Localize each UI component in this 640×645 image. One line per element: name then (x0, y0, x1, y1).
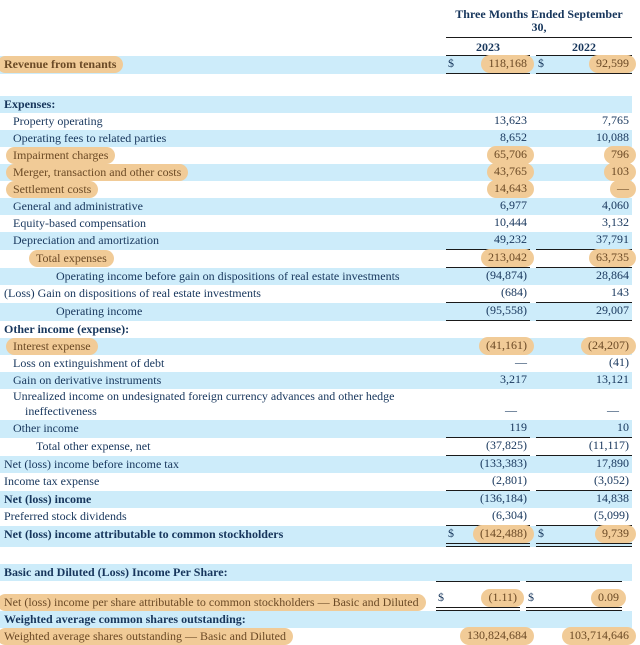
value-2023 (446, 56, 530, 74)
amount-2022: (5,099) (594, 508, 629, 522)
amount-2023: 13,623 (494, 113, 527, 127)
row-label: Operating income (56, 304, 143, 318)
value-2023 (446, 473, 530, 491)
table-row (0, 147, 632, 164)
row-label: Net (loss) income (4, 492, 92, 506)
value-2023 (446, 508, 530, 526)
table-row (0, 628, 632, 645)
table-row (0, 181, 632, 198)
value-2023 (446, 456, 530, 473)
amount-highlight-2023: 65,706 (487, 146, 534, 164)
amount-2023: 49,232 (494, 232, 527, 246)
value-2023 (446, 147, 530, 164)
dollar-sign: $ (438, 590, 444, 604)
amount-2022: — (607, 403, 619, 417)
value-2023 (446, 130, 530, 147)
value-2023 (446, 611, 530, 628)
amount-highlight-2023: 213,042 (481, 249, 534, 267)
dollar-sign: $ (448, 526, 454, 540)
amount-2022: 7,765 (602, 113, 629, 127)
row-label: Property operating (13, 114, 103, 128)
value-2023 (446, 491, 530, 508)
value-2023 (436, 389, 520, 420)
table-row (0, 96, 632, 113)
row-label: (Loss) Gain on dispositions of real estate investments (4, 286, 261, 300)
value-2022 (536, 372, 632, 389)
amount-2022: (41) (609, 355, 629, 369)
amount-highlight-2023: (41,161) (479, 337, 534, 355)
value-2022 (526, 389, 622, 420)
table-row (0, 491, 632, 508)
table-row (0, 164, 632, 181)
table-row (0, 581, 632, 611)
value-2023 (446, 564, 530, 581)
amount-2023: (2,801) (492, 473, 527, 487)
value-2022 (536, 564, 632, 581)
row-label (0, 338, 446, 355)
value-2023 (436, 581, 520, 611)
value-2023 (446, 285, 530, 303)
amount-2022: 3,132 (602, 215, 629, 229)
row-label: Expenses: (4, 97, 56, 111)
table-row (0, 611, 632, 628)
value-2022 (536, 56, 632, 74)
row-label: Unrealized income on undesignated foreign currency advances and other hedge ineffectiveness (13, 389, 395, 418)
value-2023 (446, 303, 530, 321)
table-row (0, 526, 632, 547)
value-2022 (536, 321, 632, 338)
value-2023 (446, 215, 530, 232)
amount-highlight-2022: 92,599 (589, 55, 636, 73)
value-2022 (536, 508, 632, 526)
value-2022 (536, 285, 632, 303)
row-label: Basic and Diluted (Loss) Income Per Share: (4, 565, 228, 579)
amount-highlight-2022: (24,207) (581, 337, 636, 355)
table-body (0, 56, 632, 645)
value-2022 (536, 355, 632, 372)
table-row (0, 508, 632, 526)
row-label (0, 628, 446, 645)
row-label: Loss on extinguishment of debt (13, 356, 165, 370)
table-row (0, 232, 632, 250)
label-highlight: Weighted average shares outstanding — Basic and Diluted (0, 628, 293, 645)
value-2023 (446, 628, 530, 645)
amount-2023: 10,444 (494, 215, 527, 229)
amount-highlight-2023: 118,168 (481, 55, 534, 73)
period-line2: 30, (531, 20, 547, 34)
table-row (0, 130, 632, 147)
value-2023 (446, 420, 530, 438)
row-label: Operating fees to related parties (13, 131, 167, 145)
value-2022 (536, 130, 632, 147)
value-2022 (536, 420, 632, 438)
row-label: Equity-based compensation (13, 216, 146, 230)
amount-2022: 28,864 (596, 268, 629, 282)
value-2022 (536, 96, 632, 113)
value-2023 (446, 96, 530, 113)
amount-highlight-2023: (1.11) (481, 589, 524, 607)
row-spacer (0, 547, 632, 564)
amount-2022: 29,007 (596, 303, 629, 317)
value-2023 (446, 198, 530, 215)
table-row (0, 113, 632, 130)
amount-2023: (6,304) (492, 508, 527, 522)
row-label: Net (loss) income attributable to common stockholders (4, 527, 284, 541)
amount-2023: (95,558) (486, 303, 527, 317)
value-2023 (446, 438, 530, 456)
value-2022 (536, 303, 632, 321)
amount-highlight-2023: 14,643 (487, 180, 534, 198)
value-2023 (446, 338, 530, 355)
amount-2023: (684) (501, 285, 527, 299)
row-label (0, 250, 446, 268)
amount-2023: 3,217 (500, 372, 527, 386)
amount-highlight-2022: 0.09 (591, 589, 626, 607)
row-label: Weighted average common shares outstanding: (4, 612, 246, 626)
row-label: Income tax expense (4, 474, 100, 488)
amount-2023: (94,874) (486, 268, 527, 282)
table-row (0, 420, 632, 438)
table-row (0, 321, 632, 338)
amount-2022: (11,117) (588, 438, 629, 452)
label-highlight: Interest expense (6, 338, 98, 355)
value-2023 (446, 181, 530, 198)
row-label: Net (loss) income before income tax (4, 457, 179, 471)
row-label: Preferred stock dividends (4, 509, 127, 523)
table-row (0, 473, 632, 491)
value-2022 (536, 268, 632, 285)
label-highlight: Impairment charges (6, 147, 115, 164)
amount-2022: 10,088 (596, 130, 629, 144)
table-row (0, 456, 632, 473)
row-label: Operating income before gain on dispositions of real estate investments (56, 269, 400, 283)
header-spacer (0, 6, 446, 56)
row-label (0, 56, 446, 74)
table-row (0, 372, 632, 389)
amount-highlight-2022: 796 (604, 146, 636, 164)
amount-2022: 143 (611, 285, 629, 299)
amount-2022: 13,121 (596, 372, 629, 386)
period-header (446, 6, 632, 38)
dollar-sign: $ (528, 590, 534, 604)
table-row (0, 215, 632, 232)
value-2023 (446, 526, 530, 547)
period-line1: Three Months Ended September (455, 7, 623, 21)
table-row (0, 303, 632, 321)
value-2022 (536, 181, 632, 198)
amount-2023: 119 (509, 420, 527, 434)
label-highlight: Revenue from tenants (0, 56, 123, 73)
amount-2022: 37,791 (596, 232, 629, 246)
year-column-2022: 2022 (536, 39, 632, 56)
row-label: Total other expense, net (36, 439, 151, 453)
amount-2022: 14,838 (596, 491, 629, 505)
table-row (0, 438, 632, 456)
value-2022 (536, 611, 632, 628)
row-label: General and administrative (13, 199, 143, 213)
label-highlight: Settlement costs (6, 181, 98, 198)
row-label (0, 595, 436, 611)
value-2023 (446, 268, 530, 285)
value-2023 (446, 321, 530, 338)
value-2022 (536, 456, 632, 473)
value-2022 (536, 215, 632, 232)
amount-highlight-2023: (142,488) (473, 525, 534, 543)
amount-highlight-2022: 9,739 (595, 525, 636, 543)
value-2023 (446, 164, 530, 181)
label-highlight: Merger, transaction and other costs (6, 164, 188, 181)
amount-2022: 4,060 (602, 198, 629, 212)
dollar-sign: $ (448, 56, 454, 70)
value-2022 (536, 232, 632, 250)
table-row (0, 564, 632, 581)
year-column-2023: 2023 (446, 39, 530, 56)
label-highlight: Net (loss) income per share attributable to common stockholders — Basic and Diluted (0, 594, 426, 611)
table-row (0, 268, 632, 285)
row-label: Other income (13, 421, 79, 435)
row-label: Depreciation and amortization (13, 233, 159, 247)
amount-2023: — (515, 355, 527, 369)
row-label (0, 147, 446, 164)
value-2023 (446, 355, 530, 372)
table-row (0, 198, 632, 215)
value-2022 (536, 473, 632, 491)
value-2022 (536, 628, 632, 645)
amount-highlight-2023: 130,824,684 (460, 627, 534, 645)
amount-2023: 8,652 (500, 130, 527, 144)
value-2023 (446, 232, 530, 250)
row-label: Other income (expense): (4, 322, 130, 336)
value-2022 (536, 147, 632, 164)
value-2022 (526, 581, 622, 611)
row-label (0, 181, 446, 198)
value-2022 (536, 250, 632, 268)
value-2022 (536, 438, 632, 456)
row-label (0, 164, 446, 181)
value-2022 (536, 491, 632, 508)
amount-2023: — (505, 403, 517, 417)
amount-2023: (136,184) (480, 491, 527, 505)
value-2022 (536, 526, 632, 547)
amount-2023: 6,977 (500, 198, 527, 212)
amount-2023: (37,825) (486, 438, 527, 452)
dollar-sign: $ (538, 56, 544, 70)
amount-highlight-2022: 63,735 (589, 249, 636, 267)
table-row (0, 285, 632, 303)
row-label: Gain on derivative instruments (13, 373, 162, 387)
amount-2022: 17,890 (596, 456, 629, 470)
period-columns (446, 6, 632, 56)
value-2022 (536, 198, 632, 215)
amount-highlight-2022: 103,714,646 (562, 627, 636, 645)
amount-highlight-2023: 43,765 (487, 163, 534, 181)
amount-2022: 10 (617, 420, 629, 434)
table-row (0, 355, 632, 372)
value-2023 (446, 250, 530, 268)
year-header-row (446, 39, 632, 56)
value-2022 (536, 113, 632, 130)
table-row (0, 56, 632, 74)
table-row (0, 250, 632, 268)
amount-2022: (3,052) (594, 473, 629, 487)
label-highlight: Total expenses (29, 250, 114, 267)
value-2022 (536, 164, 632, 181)
amount-highlight-2022: — (610, 180, 636, 198)
row-spacer (0, 74, 632, 96)
value-2023 (446, 113, 530, 130)
value-2022 (536, 338, 632, 355)
dollar-sign: $ (538, 526, 544, 540)
value-2023 (446, 372, 530, 389)
table-header (0, 6, 632, 56)
amount-highlight-2022: 103 (604, 163, 636, 181)
amount-2023: (133,383) (480, 456, 527, 470)
table-row (0, 389, 632, 420)
table-row (0, 338, 632, 355)
